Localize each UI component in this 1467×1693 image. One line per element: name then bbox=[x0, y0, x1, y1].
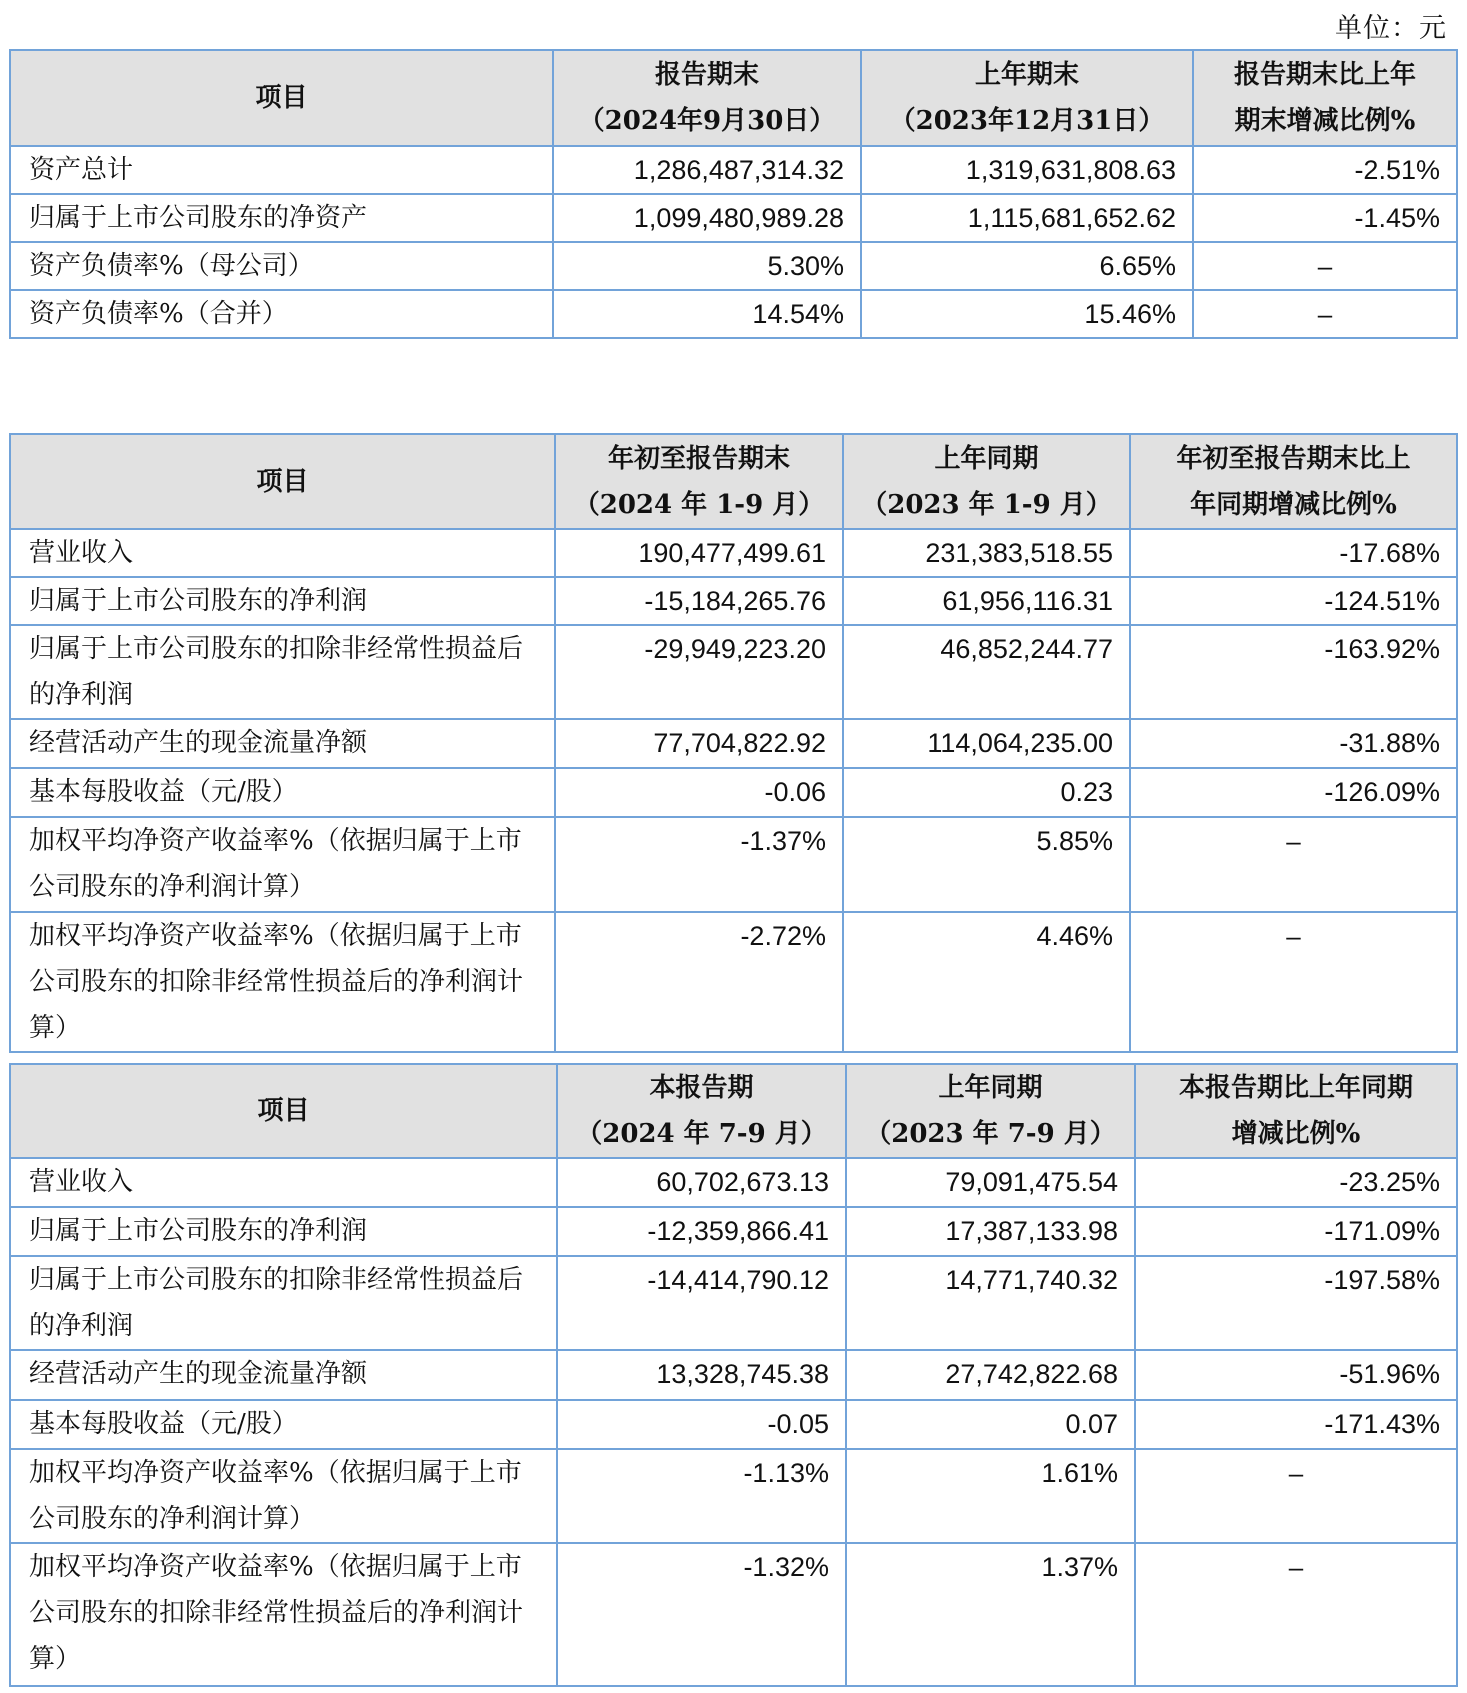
row-label: 基本每股收益（元/股） bbox=[10, 1400, 557, 1449]
header-item: 项目 bbox=[10, 434, 555, 529]
header-prior-period: 上年期末 （2023年12月31日） bbox=[861, 50, 1193, 146]
prior-value: 1,319,631,808.63 bbox=[861, 146, 1193, 194]
table-row bbox=[10, 1256, 1457, 1350]
change-value: – bbox=[1135, 1449, 1457, 1543]
prior-value: 0.07 bbox=[846, 1400, 1135, 1449]
current-value: 190,477,499.61 bbox=[555, 529, 843, 577]
current-value: -0.05 bbox=[557, 1400, 846, 1449]
row-label: 归属于上市公司股东的净利润 bbox=[10, 577, 555, 625]
row-label: 资产负债率%（母公司） bbox=[10, 242, 553, 290]
change-value: -2.51% bbox=[1193, 146, 1457, 194]
current-value: 14.54% bbox=[553, 290, 861, 338]
table-row bbox=[10, 1449, 1457, 1543]
unit-label: 单位：元 bbox=[1335, 13, 1447, 44]
change-value: – bbox=[1193, 290, 1457, 338]
header-prior-period: 上年同期 （2023 年 1-9 月） bbox=[843, 434, 1130, 529]
row-label: 归属于上市公司股东的净利润 bbox=[10, 1207, 557, 1256]
row-label: 加权平均净资产收益率%（依据归属于上市公司股东的扣除非经常性损益后的净利润计算） bbox=[10, 912, 555, 1052]
prior-value: 79,091,475.54 bbox=[846, 1158, 1135, 1207]
change-value: -124.51% bbox=[1130, 577, 1457, 625]
header-change-ratio: 年初至报告期末比上 年同期增减比例% bbox=[1130, 434, 1457, 529]
change-value: -31.88% bbox=[1130, 719, 1457, 768]
table-row bbox=[10, 1207, 1457, 1256]
row-label: 归属于上市公司股东的扣除非经常性损益后的净利润 bbox=[10, 1256, 557, 1350]
current-value: -1.37% bbox=[555, 817, 843, 912]
row-label: 营业收入 bbox=[10, 1158, 557, 1207]
row-label: 资产总计 bbox=[10, 146, 553, 194]
prior-value: 1,115,681,652.62 bbox=[861, 194, 1193, 242]
current-value: 1,286,487,314.32 bbox=[553, 146, 861, 194]
current-value: -1.32% bbox=[557, 1543, 846, 1686]
table-row bbox=[10, 625, 1457, 719]
row-label: 经营活动产生的现金流量净额 bbox=[10, 719, 555, 768]
table-row bbox=[10, 912, 1457, 1052]
row-label: 归属于上市公司股东的扣除非经常性损益后的净利润 bbox=[10, 625, 555, 719]
table-row bbox=[10, 242, 1457, 290]
table-row bbox=[10, 817, 1457, 912]
prior-value: 1.61% bbox=[846, 1449, 1135, 1543]
change-value: -163.92% bbox=[1130, 625, 1457, 719]
current-value: 60,702,673.13 bbox=[557, 1158, 846, 1207]
prior-value: 1.37% bbox=[846, 1543, 1135, 1686]
change-value: -126.09% bbox=[1130, 768, 1457, 817]
table-row bbox=[10, 719, 1457, 768]
change-value: -23.25% bbox=[1135, 1158, 1457, 1207]
prior-value: 5.85% bbox=[843, 817, 1130, 912]
prior-value: 14,771,740.32 bbox=[846, 1256, 1135, 1350]
current-value: -15,184,265.76 bbox=[555, 577, 843, 625]
table-header-row bbox=[10, 50, 1457, 146]
change-value: -1.45% bbox=[1193, 194, 1457, 242]
table-row bbox=[10, 1543, 1457, 1686]
ytd-income-table bbox=[9, 433, 1458, 1053]
change-value: -17.68% bbox=[1130, 529, 1457, 577]
current-value: -29,949,223.20 bbox=[555, 625, 843, 719]
prior-value: 114,064,235.00 bbox=[843, 719, 1130, 768]
prior-value: 6.65% bbox=[861, 242, 1193, 290]
table-row bbox=[10, 1350, 1457, 1400]
header-item: 项目 bbox=[10, 50, 553, 146]
prior-value: 231,383,518.55 bbox=[843, 529, 1130, 577]
change-value: -51.96% bbox=[1135, 1350, 1457, 1400]
table-row bbox=[10, 1158, 1457, 1207]
row-label: 归属于上市公司股东的净资产 bbox=[10, 194, 553, 242]
prior-value: 27,742,822.68 bbox=[846, 1350, 1135, 1400]
header-current-period: 年初至报告期末 （2024 年 1-9 月） bbox=[555, 434, 843, 529]
quarter-income-table bbox=[9, 1063, 1458, 1687]
prior-value: 61,956,116.31 bbox=[843, 577, 1130, 625]
current-value: 1,099,480,989.28 bbox=[553, 194, 861, 242]
table-row bbox=[10, 146, 1457, 194]
header-item: 项目 bbox=[10, 1064, 557, 1158]
row-label: 加权平均净资产收益率%（依据归属于上市公司股东的净利润计算） bbox=[10, 817, 555, 912]
current-value: -12,359,866.41 bbox=[557, 1207, 846, 1256]
prior-value: 4.46% bbox=[843, 912, 1130, 1052]
prior-value: 15.46% bbox=[861, 290, 1193, 338]
row-label: 营业收入 bbox=[10, 529, 555, 577]
header-change-ratio: 本报告期比上年同期 增减比例% bbox=[1135, 1064, 1457, 1158]
prior-value: 46,852,244.77 bbox=[843, 625, 1130, 719]
row-label: 基本每股收益（元/股） bbox=[10, 768, 555, 817]
header-prior-period: 上年同期 （2023 年 7-9 月） bbox=[846, 1064, 1135, 1158]
table-header-row bbox=[10, 1064, 1457, 1158]
row-label: 经营活动产生的现金流量净额 bbox=[10, 1350, 557, 1400]
prior-value: 17,387,133.98 bbox=[846, 1207, 1135, 1256]
header-change-ratio: 报告期末比上年 期末增减比例% bbox=[1193, 50, 1457, 146]
table-row bbox=[10, 290, 1457, 338]
change-value: -171.09% bbox=[1135, 1207, 1457, 1256]
table-row bbox=[10, 529, 1457, 577]
balance-sheet-table bbox=[9, 49, 1458, 339]
header-current-period: 本报告期 （2024 年 7-9 月） bbox=[557, 1064, 846, 1158]
current-value: 13,328,745.38 bbox=[557, 1350, 846, 1400]
row-label: 加权平均净资产收益率%（依据归属于上市公司股东的扣除非经常性损益后的净利润计算） bbox=[10, 1543, 557, 1686]
current-value: -14,414,790.12 bbox=[557, 1256, 846, 1350]
change-value: – bbox=[1135, 1543, 1457, 1686]
row-label: 资产负债率%（合并） bbox=[10, 290, 553, 338]
change-value: – bbox=[1130, 912, 1457, 1052]
table-row bbox=[10, 194, 1457, 242]
prior-value: 0.23 bbox=[843, 768, 1130, 817]
header-current-period: 报告期末 （2024年9月30日） bbox=[553, 50, 861, 146]
current-value: 5.30% bbox=[553, 242, 861, 290]
change-value: -171.43% bbox=[1135, 1400, 1457, 1449]
change-value: – bbox=[1130, 817, 1457, 912]
row-label: 加权平均净资产收益率%（依据归属于上市公司股东的净利润计算） bbox=[10, 1449, 557, 1543]
change-value: – bbox=[1193, 242, 1457, 290]
table-row bbox=[10, 1400, 1457, 1449]
table-row bbox=[10, 768, 1457, 817]
current-value: -2.72% bbox=[555, 912, 843, 1052]
current-value: -0.06 bbox=[555, 768, 843, 817]
current-value: 77,704,822.92 bbox=[555, 719, 843, 768]
table-header-row bbox=[10, 434, 1457, 529]
change-value: -197.58% bbox=[1135, 1256, 1457, 1350]
table-row bbox=[10, 577, 1457, 625]
current-value: -1.13% bbox=[557, 1449, 846, 1543]
